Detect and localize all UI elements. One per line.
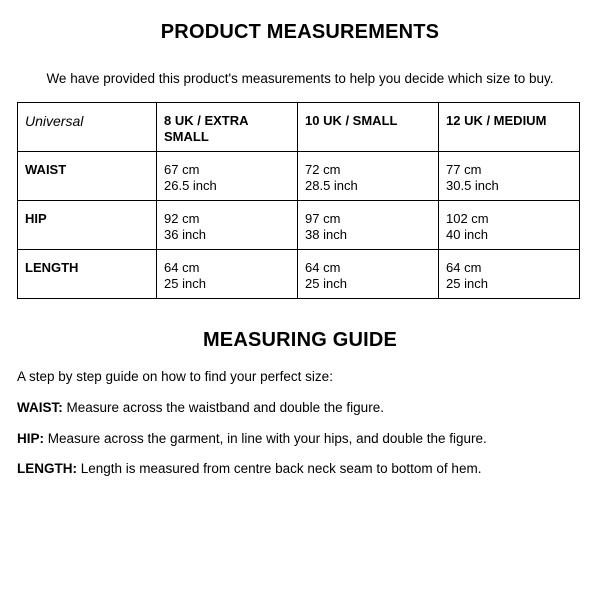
table-cell	[157, 250, 298, 299]
cell-inch: 28.5 inch	[305, 178, 358, 193]
cell-cm: 64 cm	[446, 260, 482, 275]
table-cell	[157, 152, 298, 201]
row-label-length: LENGTH	[18, 250, 157, 299]
guide-step-waist	[17, 400, 587, 415]
row-label-waist: WAIST	[18, 152, 157, 201]
cell-inch: 30.5 inch	[446, 178, 499, 193]
cell-cm: 97 cm	[305, 211, 341, 226]
guide-step-text: Length is measured from centre back neck seam to bottom of hem.	[77, 461, 482, 476]
table-corner-label: Universal	[18, 103, 157, 152]
cell-cm: 64 cm	[305, 260, 341, 275]
guide-step-label: WAIST:	[17, 400, 63, 415]
guide-step-label: HIP:	[17, 431, 44, 446]
cell-inch: 25 inch	[164, 276, 206, 291]
table-cell	[439, 152, 580, 201]
table-cell	[439, 250, 580, 299]
table-cell	[298, 152, 439, 201]
cell-inch: 40 inch	[446, 227, 488, 242]
guide-step-label: LENGTH:	[17, 461, 77, 476]
cell-cm: 92 cm	[164, 211, 200, 226]
row-label-hip: HIP	[18, 201, 157, 250]
guide-step-text: Measure across the garment, in line with your hips, and double the figure.	[44, 431, 487, 446]
page-title: PRODUCT MEASUREMENTS	[160, 21, 440, 43]
cell-cm: 72 cm	[305, 162, 341, 177]
column-header: 8 UK / EXTRA SMALL	[157, 103, 298, 152]
table-header-row	[18, 103, 580, 152]
size-table	[17, 102, 580, 299]
cell-cm: 77 cm	[446, 162, 482, 177]
cell-cm: 102 cm	[446, 211, 489, 226]
column-header: 12 UK / MEDIUM	[439, 103, 580, 152]
cell-cm: 67 cm	[164, 162, 200, 177]
table-cell	[298, 250, 439, 299]
table-cell	[298, 201, 439, 250]
table-cell	[439, 201, 580, 250]
cell-inch: 25 inch	[305, 276, 347, 291]
guide-step-hip	[17, 431, 587, 446]
guide-intro: A step by step guide on how to find your perfect size:	[17, 369, 333, 384]
cell-inch: 26.5 inch	[164, 178, 217, 193]
table-row	[18, 201, 580, 250]
table-cell	[157, 201, 298, 250]
table-row	[18, 250, 580, 299]
table-row	[18, 152, 580, 201]
column-header: 10 UK / SMALL	[298, 103, 439, 152]
guide-step-length	[17, 461, 587, 476]
guide-title: MEASURING GUIDE	[202, 329, 398, 351]
guide-step-text: Measure across the waistband and double the figure.	[62, 400, 384, 415]
cell-cm: 64 cm	[164, 260, 200, 275]
cell-inch: 36 inch	[164, 227, 206, 242]
cell-inch: 38 inch	[305, 227, 347, 242]
measurements-intro: We have provided this product's measurements to help you decide which size to buy.	[46, 71, 554, 86]
cell-inch: 25 inch	[446, 276, 488, 291]
